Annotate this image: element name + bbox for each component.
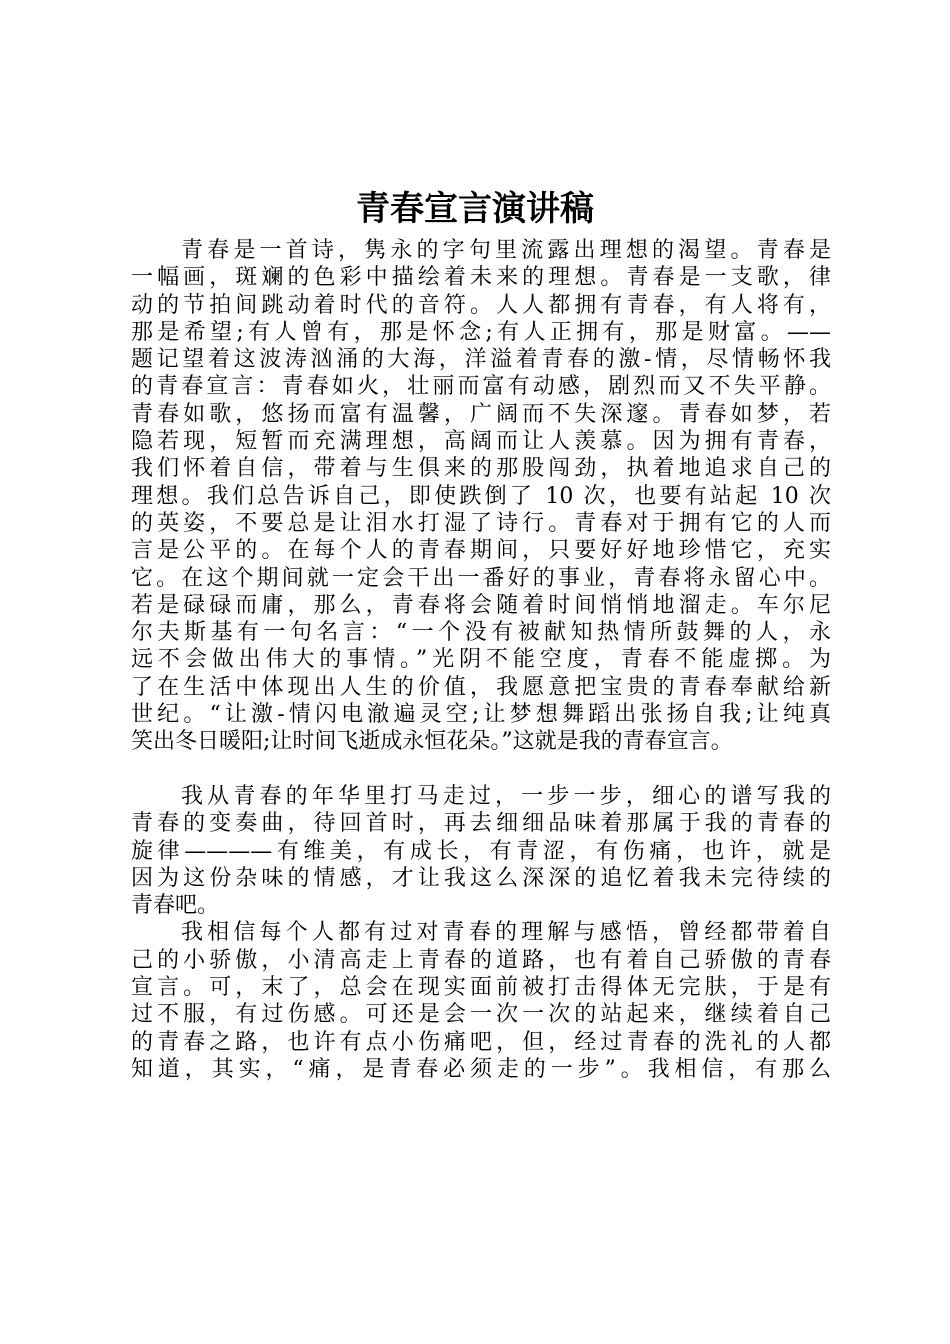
paragraph-2 bbox=[131, 783, 831, 919]
text-line: 青春如歌，悠扬而富有温馨，广阔而不失深邃。青春如梦，若 bbox=[131, 401, 831, 427]
text-line: 远不会做出伟大的事情。”光阴不能空度，青春不能虚掷。为 bbox=[131, 647, 831, 673]
text-line: 言是公平的。在每个人的青春期间，只要好好地珍惜它，充实 bbox=[131, 538, 831, 564]
text-line: 隐若现，短暂而充满理想，高阔而让人羡慕。因为拥有青春， bbox=[131, 429, 831, 455]
paragraph-spacer bbox=[131, 756, 831, 783]
document-title: 青春宣言演讲稿 bbox=[356, 189, 594, 229]
text-line: 知道，其实，“痛，是青春必须走的一步”。我相信，有那么 bbox=[131, 1056, 831, 1082]
text-line: 旋律————有维美，有成长，有青涩，有伤痛，也许，就是 bbox=[131, 838, 831, 864]
text-line: 青春的变奏曲，待回首时，再去细细品味着那属于我的青春的 bbox=[131, 811, 831, 837]
text-line: 一幅画，斑斓的色彩中描绘着未来的理想。青春是一支歌，律 bbox=[131, 265, 831, 291]
text-line: 题记望着这波涛汹涌的大海，洋溢着青春的激-情，尽情畅怀我 bbox=[131, 347, 831, 373]
text-line: 因为这份杂味的情感，才让我这么深深的追忆着我未完待续的 bbox=[131, 865, 831, 891]
text-line: 我们怀着自信，带着与生俱来的那股闯劲，执着地追求自己的 bbox=[131, 456, 831, 482]
text-line: 理想。我们总告诉自己，即使跌倒了 10 次，也要有站起 10 次 bbox=[131, 483, 831, 509]
paragraph-3 bbox=[131, 919, 831, 1083]
document-body bbox=[131, 237, 831, 1083]
text-line: 宣言。可，末了，总会在现实面前被打击得体无完肤，于是有 bbox=[131, 975, 831, 1001]
text-line: 那是希望;有人曾有，那是怀念;有人正拥有，那是财富。—— bbox=[131, 319, 831, 345]
text-line: 笑出冬日暖阳;让时间飞逝成永恒花朵。”这就是我的青春宣言。 bbox=[131, 729, 733, 755]
text-line: 尔夫斯基有一句名言：“一个没有被献知热情所鼓舞的人，永 bbox=[131, 620, 831, 646]
text-line: 了在生活中体现出人生的价值，我愿意把宝贵的青春奉献给新 bbox=[131, 674, 831, 700]
text-line: 的青春之路，也许有点小伤痛吧，但，经过青春的洗礼的人都 bbox=[131, 1029, 831, 1055]
text-line: 己的小骄傲，小清高走上青春的道路，也有着自己骄傲的青春 bbox=[131, 947, 831, 973]
text-line: 过不服，有过伤感。可还是会一次一次的站起来，继续着自己 bbox=[131, 1002, 831, 1028]
text-line: 我相信每个人都有过对青春的理解与感悟，曾经都带着自 bbox=[181, 920, 831, 946]
text-line: 的英姿，不要总是让泪水打湿了诗行。青春对于拥有它的人而 bbox=[131, 510, 831, 536]
text-line: 的青春宣言：青春如火，壮丽而富有动感，剧烈而又不失平静。 bbox=[131, 374, 831, 400]
text-line: 我从青春的年华里打马走过，一步一步，细心的谱写我的 bbox=[181, 783, 831, 809]
text-line: 青春吧。 bbox=[131, 893, 220, 919]
text-line: 它。在这个期间就一定会干出一番好的事业，青春将永留心中。 bbox=[131, 565, 831, 591]
text-line: 动的节拍间跳动着时代的音符。人人都拥有青春，有人将有， bbox=[131, 292, 831, 318]
text-line: 青春是一首诗，隽永的字句里流露出理想的渴望。青春是 bbox=[181, 238, 831, 263]
text-line: 世纪。“让激-情闪电澈遍灵空;让梦想舞蹈出张扬自我;让纯真 bbox=[131, 702, 831, 728]
paragraph-1 bbox=[131, 237, 831, 756]
text-line: 若是碌碌而庸，那么，青春将会随着时间悄悄地溜走。车尔尼 bbox=[131, 592, 831, 618]
